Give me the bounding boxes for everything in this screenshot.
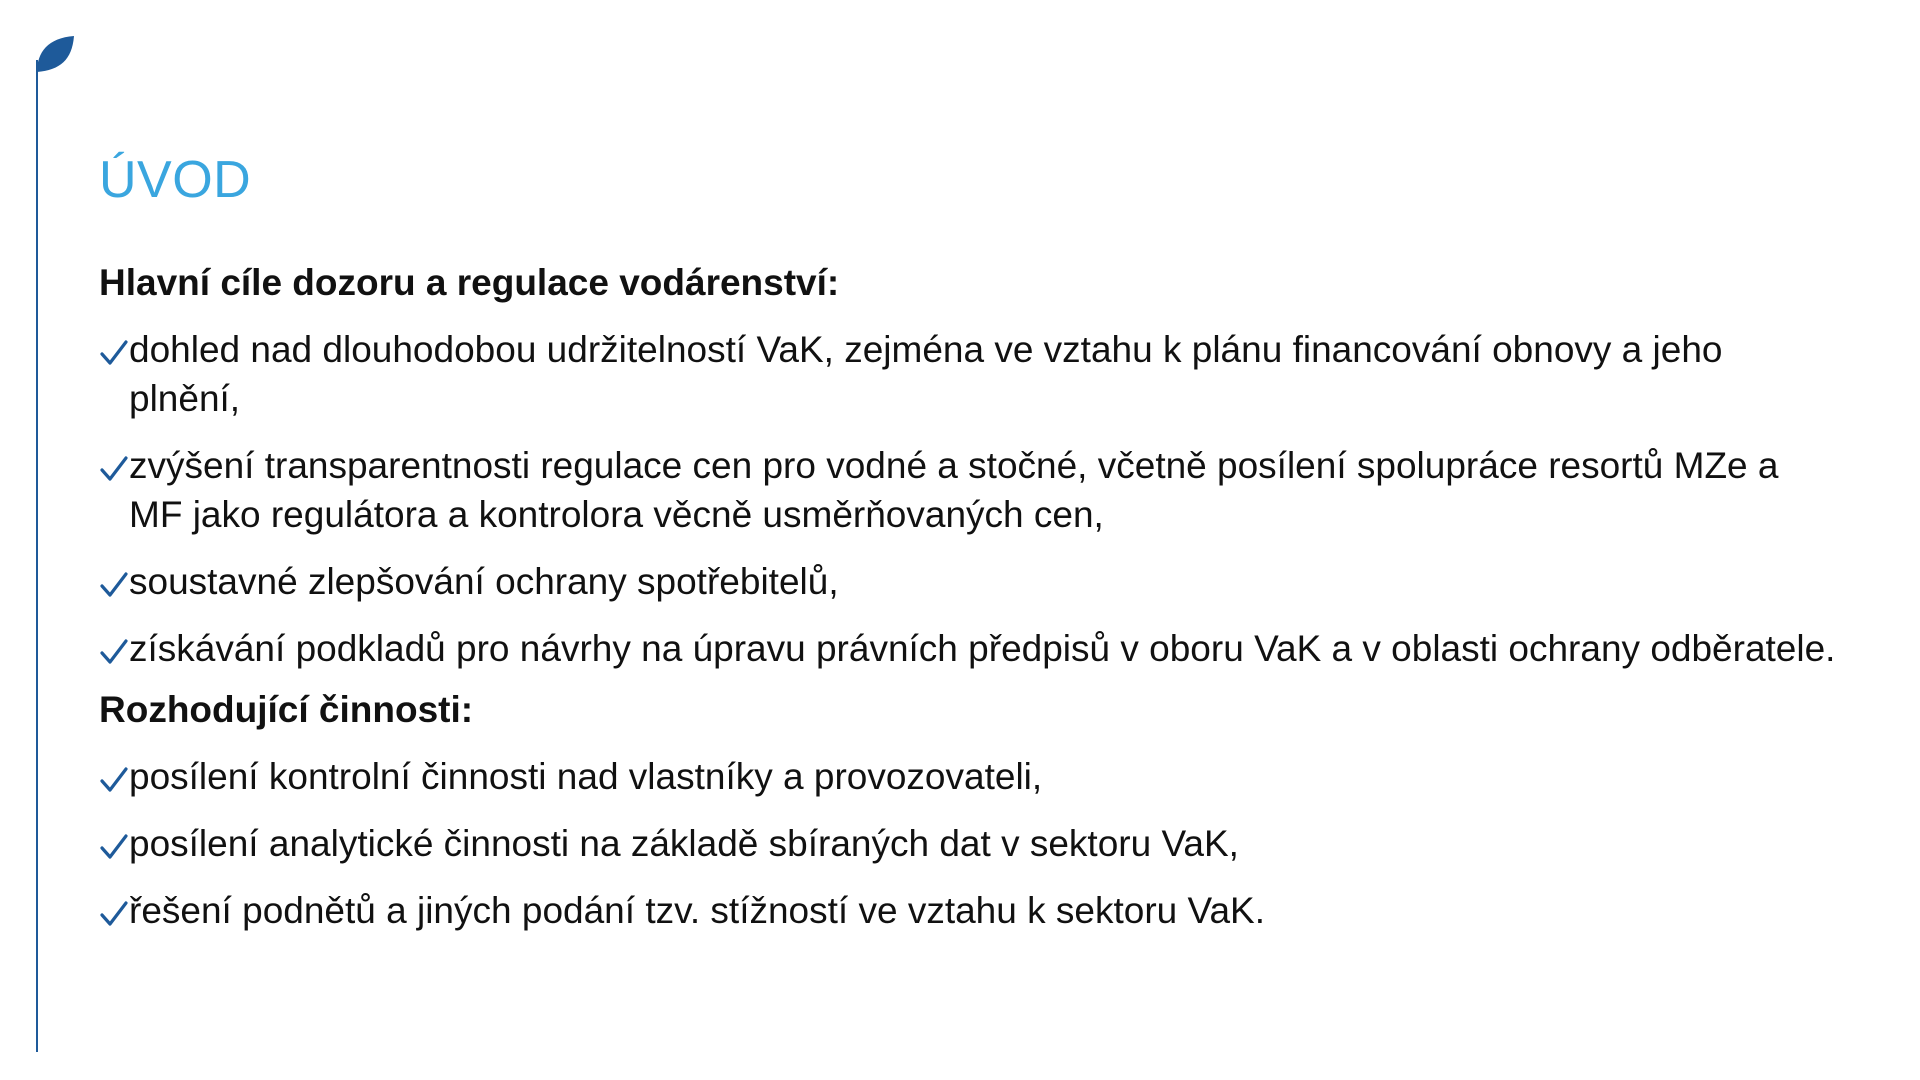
section-heading-activities: Rozhodující činnosti: — [99, 689, 474, 730]
activities-list — [99, 752, 1839, 935]
checkmark-icon — [99, 886, 129, 928]
list-item — [99, 819, 1839, 868]
checkmark-icon — [99, 819, 129, 861]
list-item-text: soustavné zlepšování ochrany spotřebitelů, — [129, 561, 839, 602]
list-item — [99, 325, 1839, 423]
checkmark-icon — [99, 752, 129, 794]
goals-list — [99, 325, 1839, 673]
leaf-icon — [36, 34, 76, 74]
checkmark-icon — [99, 441, 129, 483]
page-title: ÚVOD — [99, 151, 252, 209]
list-item-text: posílení analytické činnosti na základě sbíraných dat v sektoru VaK, — [129, 823, 1239, 864]
section-heading-goals: Hlavní cíle dozoru a regulace vodárenství: — [99, 262, 840, 303]
list-item — [99, 752, 1839, 801]
checkmark-icon — [99, 557, 129, 599]
list-item-text: získávání podkladů pro návrhy na úpravu právních předpisů v oboru VaK a v oblasti ochrany odběratele. — [129, 628, 1836, 669]
list-item-text: posílení kontrolní činnosti nad vlastníky a provozovateli, — [129, 756, 1043, 797]
list-item-text: zvýšení transparentnosti regulace cen pro vodné a stočné, včetně posílení spolupráce resortů MZe a MF jako regulátora a kontrolora věcně usměrňovaných cen, — [129, 445, 1779, 535]
list-item — [99, 886, 1839, 935]
checkmark-icon — [99, 325, 129, 367]
list-item-text: dohled nad dlouhodobou udržitelností VaK, zejména ve vztahu k plánu financování obnovy a jeho plnění, — [129, 329, 1723, 419]
slide-content — [99, 258, 1839, 935]
list-item — [99, 441, 1839, 539]
list-item — [99, 557, 1839, 606]
checkmark-icon — [99, 624, 129, 666]
accent-line — [36, 60, 38, 1052]
list-item — [99, 624, 1839, 673]
list-item-text: řešení podnětů a jiných podání tzv. stížností ve vztahu k sektoru VaK. — [129, 890, 1265, 931]
